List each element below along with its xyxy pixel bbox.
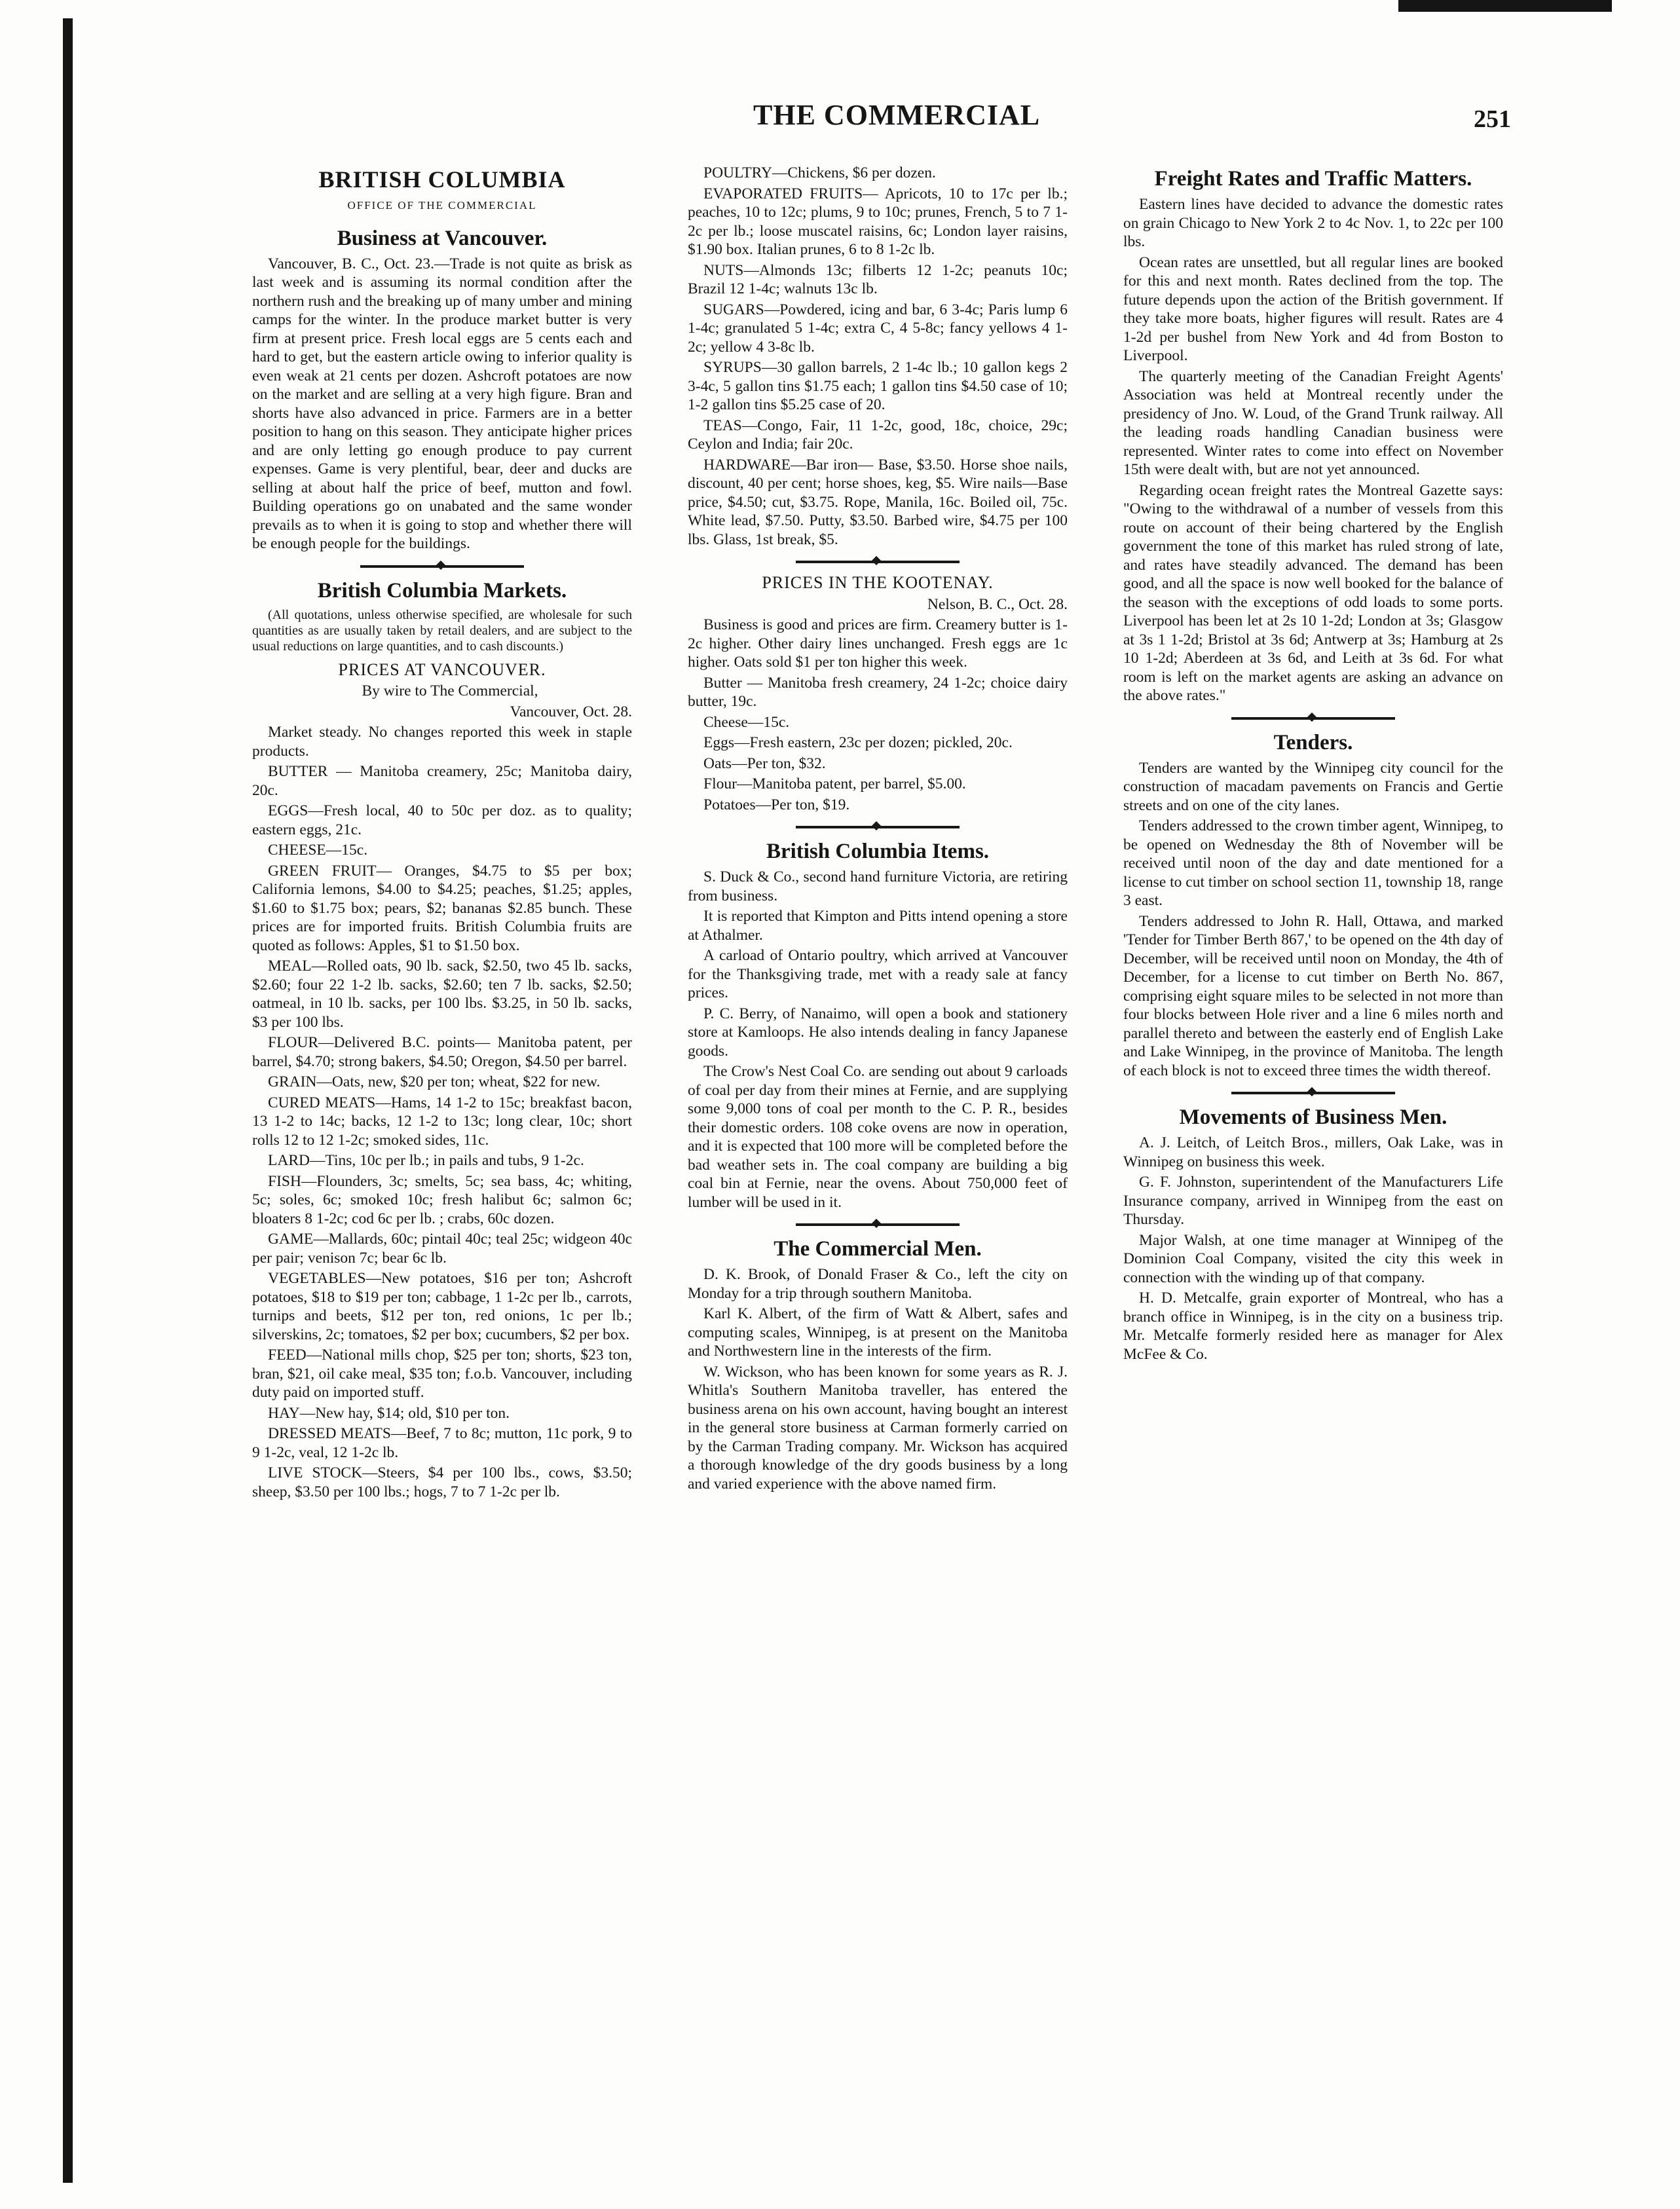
- news-item: W. Wickson, who has been known for some years as R. J. Whitla's Southern Manitoba traveller, has entered the business arena on his own account, having bought an interest in the general store business at Carman formerly carried on by the Carman Trading company. Mr. Wickson has acquired a thorough knowledge of the dry goods business by a long and varied experience with the above named firm.: [688, 1363, 1068, 1493]
- price-item: Flour—Manitoba patent, per barrel, $5.00.: [703, 775, 966, 792]
- news-item: Tenders addressed to John R. Hall, Ottawa, and marked 'Tender for Timber Berth 867,' to be opened on the 4th day of December, will be received until noon on Monday, the 4th of December, for a license to cut timber on Berth No. 867, comprising eight square miles to be selected in not more than four blocks between Hole river and a line 6 miles north and parallel thereto and between the easterly end of English Lake and Lake Winnipeg, in the province of Manitoba. The length of each block is not to exceed three times the width thereof.: [1123, 912, 1503, 1079]
- price-item: POULTRY—Chickens, $6 per dozen.: [703, 164, 936, 181]
- column-3: [1123, 164, 1503, 2181]
- subheading-prices-vancouver: PRICES AT VANCOUVER.: [338, 659, 546, 679]
- running-head: THE COMMERCIAL: [753, 99, 1041, 131]
- news-item: Tenders are wanted by the Winnipeg city council for the construction of macadam pavements on Francis and Gertie streets and on one of the city lanes.: [1123, 759, 1503, 814]
- news-item: Karl K. Albert, of the firm of Watt & Albert, safes and computing scales, Winnipeg, is at present on the Manitoba and Northwestern line in the interests of the firm.: [688, 1305, 1068, 1360]
- dateline: Nelson, B. C., Oct. 28.: [927, 595, 1068, 613]
- quotation-note: (All quotations, unless otherwise specified, are wholesale for such quantities as are usually taken by retail dealers, and are subject to the usual reductions on large quantities, and to cash discounts.): [252, 607, 632, 654]
- scan-top-edge-mark: [1398, 0, 1612, 12]
- price-item: GREEN FRUIT— Oranges, $4.75 to $5 per box; California lemons, $4.00 to $4.25; peaches, $1.25; apples, $1.60 to $1.75 box; pears, $2; bananas $2.85 bunch. These prices are for imported fruits. British Columbia fruits are quoted as follows: Apples, $1 to $1.50 box.: [252, 862, 632, 954]
- section-subtitle: OFFICE OF THE COMMERCIAL: [347, 199, 537, 212]
- price-item: HAY—New hay, $14; old, $10 per ton.: [268, 1404, 510, 1422]
- article-heading-commercial-men: The Commercial Men.: [774, 1237, 982, 1261]
- price-item: GAME—Mallards, 60c; pintail 40c; teal 25c; widgeon 40c per pair; venison 7c; bear 6c lb.: [252, 1231, 632, 1267]
- price-item: GRAIN—Oats, new, $20 per ton; wheat, $22 for new.: [268, 1073, 601, 1090]
- price-item: VEGETABLES—New potatoes, $16 per ton; Ashcroft potatoes, $18 to $19 per ton; cabbage, 1 1-2c per lb., carrots, turnips and beets, $12 per ton, red onions, 1c per lb.; silverskins, 2c; tomatoes, $2 per box; cucumbers, $2 per box.: [252, 1270, 632, 1343]
- article-heading-vancouver: Business at Vancouver.: [337, 226, 548, 250]
- article-heading-movements: Movements of Business Men.: [1179, 1105, 1447, 1129]
- price-item: NUTS—Almonds 13c; filberts 12 1-2c; peanuts 10c; Brazil 12 1-4c; walnuts 13c lb.: [688, 261, 1068, 297]
- price-item: MEAL—Rolled oats, 90 lb. sack, $2.50, two 45 lb. sacks, $2.60; four 22 1-2 lb. sacks, $2.60; ten 7 lb. sacks, $2.50; oatmeal, in 10 lb. sacks, per 100 lbs. $3.25, in 50 lb. sacks, $3 per 100 lbs.: [252, 957, 632, 1031]
- article-paragraph: Vancouver, B. C., Oct. 23.—Trade is not quite as brisk as last week and is assuming its normal condition after the northern rush and the breaking up of many umber and mining camps for the winter. In the produce market butter is very firm at present price. Fresh local eggs are 5 cents each and hard to get, but the eastern article owing to inferior quality is even weak at 21 cents per dozen. Ashcroft potatoes are now on the market and are selling at a very high figure. Bran and shorts have also advanced in price. Farmers are in a better position to hang on this season. They anticipate higher prices and are only letting go enough produce to pay current expenses. Game is very plentiful, bear, deer and ducks are selling at about half the price of beef, mutton and fowl. Building operations go on unabated and the same wonder prevails as to when it is going to stop and whether there will be enough people for the buildings.: [252, 255, 632, 552]
- price-item: LARD—Tins, 10c per lb.; in pails and tubs, 9 1-2c.: [268, 1152, 584, 1169]
- price-item: EVAPORATED FRUITS— Apricots, 10 to 17c per lb.; peaches, 10 to 12c; plums, 9 to 10c; prunes, French, 5 to 7 1-2c per lb.; loose muscatel raisins, 6c; London layer raisins, $1.90 box. Italian prunes, 6 to 8 1-2c lb.: [688, 185, 1068, 258]
- section-title: BRITISH COLUMBIA: [318, 166, 566, 193]
- article-heading-freight: Freight Rates and Traffic Matters.: [1154, 167, 1472, 191]
- news-item: Regarding ocean freight rates the Montreal Gazette says: "Owing to the withdrawal of a number of vessels from this route on account of their being chartered by the English government the tone of this market has ruled strong of late, and rates have steadily advanced. The demand has been good, and all the space is now well booked for the balance of the season with the exceptions of odd loads to some ports. Liverpool has been let at 2s 10 1-2d; London at 3s; Glasgow at 3s 1 1-2d; Bristol at 3s 6d; Antwerp at 3s; Hamburg at 2s 10 1-2d; Aberdeen at 3s 6d, and Leith at 3s 6d. For what room is left on the market agents are asking an advance on the above rates.": [1123, 481, 1503, 704]
- news-item: P. C. Berry, of Nanaimo, will open a book and stationery store at Kamloops. He also intends dealing in fancy Japanese goods.: [688, 1005, 1068, 1060]
- section-divider: [1231, 1092, 1395, 1094]
- article-heading-markets: British Columbia Markets.: [317, 578, 567, 603]
- column-1: [252, 164, 632, 2181]
- price-item: CURED MEATS—Hams, 14 1-2 to 15c; breakfast bacon, 13 1-2 to 14c; backs, 12 1-2 to 13c; long clear, 10c; short rolls 12 to 12 1-2c; smoked sides, 11c.: [252, 1094, 632, 1149]
- news-item: H. D. Metcalfe, grain exporter of Montreal, who has a branch office in Winnipeg, is in the city on a business trip. Mr. Metcalfe formerly resided here as manager for Alex McFee & Co.: [1123, 1290, 1503, 1363]
- price-item: HARDWARE—Bar iron— Base, $3.50. Horse shoe nails, discount, 40 per cent; horse shoes, keg, $5. Wire nails—Base price, $4.50; cut, $3.75. Rope, Manila, 16c. Boiled oil, 75c. White lead, $7.50. Putty, $3.50. Barbed wire, $4.75 per 100 lbs. Glass, 1st break, $5.: [688, 456, 1068, 548]
- news-item: It is reported that Kimpton and Pitts intend opening a store at Athalmer.: [688, 908, 1068, 944]
- news-item: Tenders addressed to the crown timber agent, Winnipeg, to be opened on Wednesday the 8th of November will be received until noon of the day and date mentioned for a license to cut timber on school section 11, township 18, range 3 east.: [1123, 817, 1503, 909]
- section-divider: [360, 565, 524, 568]
- price-item: Market steady. No changes reported this week in staple products.: [252, 724, 632, 760]
- news-item: Ocean rates are unsettled, but all regular lines are booked for this and next month. Rates declined from the top. The future depends upon the action of the British government. If they take more boats, higher figures will result. Rates are 4 1-2d per bushel from New York and 4d from Boston to Liverpool.: [1123, 253, 1503, 364]
- price-item: Butter — Manitoba fresh creamery, 24 1-2c; choice dairy butter, 19c.: [688, 674, 1068, 710]
- price-item: Potatoes—Per ton, $19.: [703, 796, 850, 813]
- news-item: Eastern lines have decided to advance the domestic rates on grain Chicago to New York 2 to 4c Nov. 1, to 22c per 100 lbs.: [1123, 196, 1503, 250]
- price-item: EGGS—Fresh local, 40 to 50c per doz. as to quality; eastern eggs, 21c.: [252, 802, 632, 838]
- price-item: DRESSED MEATS—Beef, 7 to 8c; mutton, 11c pork, 9 to 9 1-2c, veal, 12 1-2c lb.: [252, 1425, 632, 1461]
- article-heading-bc-items: British Columbia Items.: [766, 840, 990, 863]
- byline: By wire to The Commercial,: [362, 682, 538, 699]
- price-item: SYRUPS—30 gallon barrels, 2 1-4c lb.; 10 gallon kegs 2 3-4c, 5 gallon tins $1.75 each; 1 gallon tins $4.50 case of 10; 1-2 gallon tins $5.25 case of 20.: [688, 359, 1068, 413]
- price-item: CHEESE—15c.: [268, 842, 368, 859]
- news-item: The Crow's Nest Coal Co. are sending out about 9 carloads of coal per day from their mines at Fernie, and are supplying some 9,000 tons of coal per month to the C. P. R., besides their domestic orders. 108 coke ovens are now in operation, and it is expected that 100 more will be completed before the bad weather sets in. The coal company are building a big coal bin at Fernie, near the ovens. About 750,000 feet of lumber will be used in it.: [688, 1063, 1068, 1211]
- news-item: S. Duck & Co., second hand furniture Victoria, are retiring from business.: [688, 868, 1068, 904]
- price-item: BUTTER — Manitoba creamery, 25c; Manitoba dairy, 20c.: [252, 763, 632, 799]
- price-item: FLOUR—Delivered B.C. points— Manitoba patent, per barrel, $4.70; strong bakers, $4.50; Oregon, $4.50 per barrel.: [252, 1034, 632, 1070]
- news-item: The quarterly meeting of the Canadian Freight Agents' Association was held at Montreal recently under the presidency of Jno. W. Loud, of the Grand Trunk railway. All the leading roads handling Canadian business were represented. Winter rates to come into effect on November 15th were dealt with, but are not yet announced.: [1123, 367, 1503, 478]
- price-item: Eggs—Fresh eastern, 23c per dozen; pickled, 20c.: [703, 734, 1013, 751]
- price-item: FISH—Flounders, 3c; smelts, 5c; sea bass, 4c; whiting, 5c; soles, 6c; smoked 10c; fresh halibut 6c; salmon 6c; bloaters 8 1-2c; cod 6c per lb. ; crabs, 60c dozen.: [252, 1172, 632, 1227]
- price-item: SUGARS—Powdered, icing and bar, 6 3-4c; Paris lump 6 1-4c; granulated 5 1-4c; extra C, 4 5-8c; fancy yellows 4 1-2c; yellow 4 3-8c lb.: [688, 301, 1068, 356]
- price-item: LIVE STOCK—Steers, $4 per 100 lbs., cows, $3.50; sheep, $3.50 per 100 lbs.; hogs, 7 to 7 1-2c per lb.: [252, 1464, 632, 1500]
- price-item: TEAS—Congo, Fair, 11 1-2c, good, 18c, choice, 29c; Ceylon and India; fair 20c.: [688, 417, 1068, 453]
- price-item: FEED—National mills chop, $25 per ton; shorts, $23 ton, bran, $21, oil cake meal, $35 ton; f.o.b. Vancouver, including duty paid on imported stuff.: [252, 1346, 632, 1401]
- column-2: [688, 164, 1068, 2181]
- news-item: G. F. Johnston, superintendent of the Manufacturers Life Insurance company, arrived in Winnipeg from the east on Thursday.: [1123, 1174, 1503, 1228]
- price-item: Business is good and prices are firm. Creamery butter is 1-2c higher. Other dairy lines unchanged. Fresh eggs are 1c higher. Oats sold $1 per ton higher this week.: [688, 616, 1068, 671]
- section-divider: [796, 826, 960, 828]
- news-item: A carload of Ontario poultry, which arrived at Vancouver for the Thanksgiving trade, met with a ready sale at fancy prices.: [688, 947, 1068, 1001]
- article-heading-tenders: Tenders.: [1273, 730, 1353, 754]
- subheading-prices-kootenay: PRICES IN THE KOOTENAY.: [762, 573, 994, 592]
- dateline: Vancouver, Oct. 28.: [510, 703, 632, 720]
- section-divider: [796, 1223, 960, 1226]
- news-item: A. J. Leitch, of Leitch Bros., millers, Oak Lake, was in Winnipeg on business this week.: [1123, 1134, 1503, 1170]
- news-item: Major Walsh, at one time manager at Winnipeg of the Dominion Coal Company, visited the city this week in connection with the winding up of that company.: [1123, 1231, 1503, 1286]
- section-divider: [1231, 717, 1395, 720]
- price-item: Oats—Per ton, $32.: [703, 754, 826, 772]
- section-divider: [796, 561, 960, 563]
- price-item: Cheese—15c.: [703, 713, 790, 731]
- scan-gutter-edge: [63, 18, 73, 2183]
- page-number: 251: [1474, 105, 1511, 133]
- news-item: D. K. Brook, of Donald Fraser & Co., left the city on Monday for a trip through southern Manitoba.: [688, 1266, 1068, 1302]
